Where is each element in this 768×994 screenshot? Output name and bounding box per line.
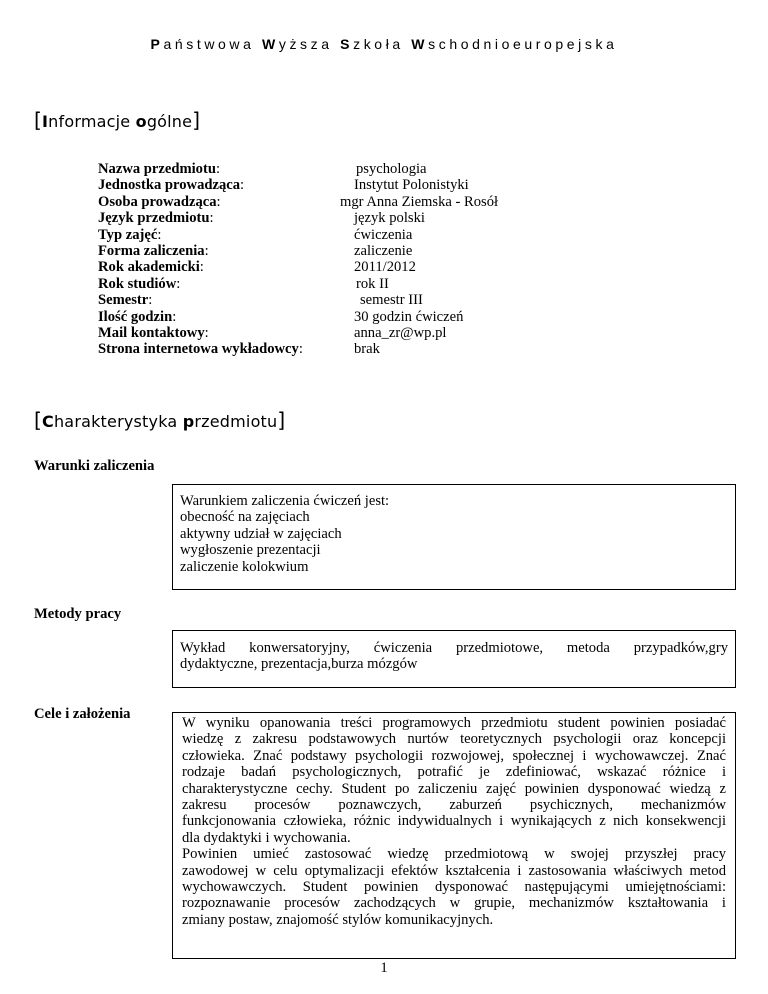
info-value: rok II: [356, 275, 389, 292]
info-label-colon: :: [176, 275, 181, 292]
title-initial: W: [262, 36, 279, 52]
info-label-text: Semestr: [98, 292, 149, 309]
info-label-colon: :: [298, 341, 303, 358]
info-label: [98, 292, 152, 308]
heading-word: harakterystyka: [53, 412, 178, 431]
bracket-close: ]: [277, 408, 286, 432]
text-line: charakterystyczne cechy. Student po zaliczeniu zajęć powinien dysponować wiedzą z: [182, 780, 726, 797]
info-row: [98, 259, 416, 276]
title-word: zkoła: [353, 36, 404, 52]
goals-label: Cele i założenia: [34, 706, 131, 722]
info-value: ćwiczenia: [354, 226, 413, 243]
title-word: schodnioeuropejska: [428, 36, 618, 52]
info-label-colon: :: [209, 210, 214, 227]
text-line: wygłoszenie prezentacji: [180, 542, 321, 559]
info-label: [98, 194, 221, 210]
info-row: [98, 161, 427, 177]
info-label-colon: :: [157, 226, 162, 243]
bracket-close: ]: [192, 108, 201, 132]
bracket-open: [: [34, 408, 43, 432]
info-label: [98, 161, 220, 177]
text-line: Warunkiem zaliczenia ćwiczeń jest:: [180, 493, 390, 509]
text-line: obecność na zajęciach: [180, 509, 310, 526]
text-line: zaliczenie kolokwium: [180, 558, 309, 575]
title-initial: S: [340, 36, 354, 52]
info-value: semestr III: [360, 292, 423, 309]
info-label: [98, 325, 209, 341]
info-value: 2011/2012: [354, 259, 416, 276]
conditions-label: Warunki zaliczenia: [34, 458, 155, 474]
info-row: [98, 308, 464, 325]
info-value: brak: [354, 341, 380, 358]
info-label-text: Jednostka prowadząca: [98, 177, 241, 194]
heading-initial: C: [42, 412, 54, 431]
info-row: [98, 226, 413, 243]
heading-word: gólne: [146, 112, 193, 131]
info-label: [98, 210, 214, 226]
info-label-text: Ilość godzin: [98, 308, 173, 325]
info-label-text: Rok akademicki: [98, 259, 200, 276]
info-label-colon: :: [204, 242, 209, 259]
info-row: [98, 193, 499, 210]
heading-word: nformacje: [48, 112, 131, 131]
methods-label: Metody pracy: [34, 606, 122, 622]
bracket-open: [: [34, 108, 43, 132]
section-heading-characteristics: [34, 408, 285, 432]
info-value: język polski: [354, 210, 425, 227]
text-line: dla dydaktyki i wychowania.: [182, 829, 351, 846]
info-row: [98, 210, 425, 227]
info-label-text: Strona internetowa wykładowcy: [98, 341, 299, 358]
text-line: zmiany postaw, znajomość stylów komunikacyjnych.: [182, 911, 494, 928]
info-label: [98, 227, 161, 243]
info-row: [98, 324, 447, 341]
general-info-table: [98, 161, 499, 358]
info-label-text: Nazwa przedmiotu: [98, 161, 216, 177]
conditions-box: [172, 484, 736, 590]
info-row: [98, 242, 413, 259]
info-label-colon: :: [172, 308, 177, 325]
title-initial: P: [150, 36, 164, 52]
text-line: wiedzę z zakresu podstawowych nurtów teoretycznych psychologii oraz koncepcji: [182, 731, 726, 748]
text-line: rodzaje badań psychologicznych, potrafić je zdefiniować, wskazać różnice i: [182, 764, 726, 781]
info-label: [98, 177, 244, 193]
info-value: Instytut Polonistyki: [354, 177, 469, 194]
heading-initial: p: [182, 412, 195, 431]
page-number: 1: [380, 960, 388, 976]
info-label-colon: :: [199, 259, 204, 276]
text-line: aktywny udział w zajęciach: [180, 525, 342, 542]
info-label: [98, 243, 209, 259]
info-label: [98, 259, 204, 275]
info-label-text: Typ zajęć: [98, 226, 158, 243]
info-label: [98, 309, 176, 325]
info-label: [98, 341, 303, 357]
info-value: anna_zr@wp.pl: [354, 324, 447, 341]
info-value: zaliczenie: [354, 242, 413, 259]
text-line: rozpoznawanie procesów zachodzących w grupie, mechanizmów kształtowania i: [182, 895, 726, 912]
section-heading-general: [34, 108, 200, 132]
heading-initial: o: [135, 112, 147, 131]
heading-initial: I: [42, 112, 49, 131]
title-word: aństwowa: [163, 36, 255, 52]
text-line: dydaktyczne, prezentacja,burza mózgów: [180, 656, 418, 673]
text-line: Powinien umieć zastosować wiedzę przedmiotową w swojej przyszłej pracy: [182, 846, 726, 863]
text-line: Wykład konwersatoryjny, ćwiczenia przedmiotowe, metoda przypadków,gry: [180, 640, 728, 656]
info-label-colon: :: [240, 177, 245, 194]
info-label-text: Rok studiów: [98, 275, 177, 292]
info-label-text: Mail kontaktowy: [98, 324, 205, 341]
info-value: mgr Anna Ziemska - Rosół: [340, 193, 499, 210]
info-value: 30 godzin ćwiczeń: [354, 308, 464, 325]
page-header-title: [0, 36, 768, 52]
info-label-colon: :: [204, 324, 209, 341]
info-label-text: Osoba prowadząca: [98, 193, 217, 210]
info-value: psychologia: [356, 161, 427, 177]
title-word: yższa: [278, 36, 333, 52]
text-line: zawodowej w celu optymalizacji efektów kształcenia i zastosowania właściwych metod: [182, 862, 726, 879]
info-row: [98, 275, 389, 292]
info-label-text: Język przedmiotu: [98, 210, 210, 227]
goals-box: [172, 712, 736, 959]
info-row: [98, 177, 469, 194]
heading-word: rzedmiotu: [194, 412, 278, 431]
info-row: [98, 292, 423, 309]
methods-box: [172, 630, 736, 688]
info-label-colon: :: [215, 161, 221, 177]
info-label-text: Forma zaliczenia: [98, 242, 205, 259]
text-line: zakresu procesów poznawczych, zaburzeń psychicznych, mechanizmów: [182, 797, 726, 814]
info-row: [98, 341, 380, 358]
info-label-colon: :: [148, 292, 153, 309]
info-label-colon: :: [216, 193, 221, 210]
info-label: [98, 276, 180, 292]
text-line: człowieka. Znać podstawy psychologii rozwojowej, społecznej i wychowawczej. Znać: [182, 747, 726, 764]
title-initial: W: [411, 36, 429, 52]
text-line: funkcjonowania człowieka, różnic indywidualnych i wynikających z nich konsekwencji: [182, 813, 726, 830]
text-line: W wyniku opanowania treści programowych przedmiotu student powinien posiadać: [182, 715, 726, 731]
text-line: wychowawczych. Student powinien dysponować następującymi umiejętnościami:: [182, 879, 726, 896]
